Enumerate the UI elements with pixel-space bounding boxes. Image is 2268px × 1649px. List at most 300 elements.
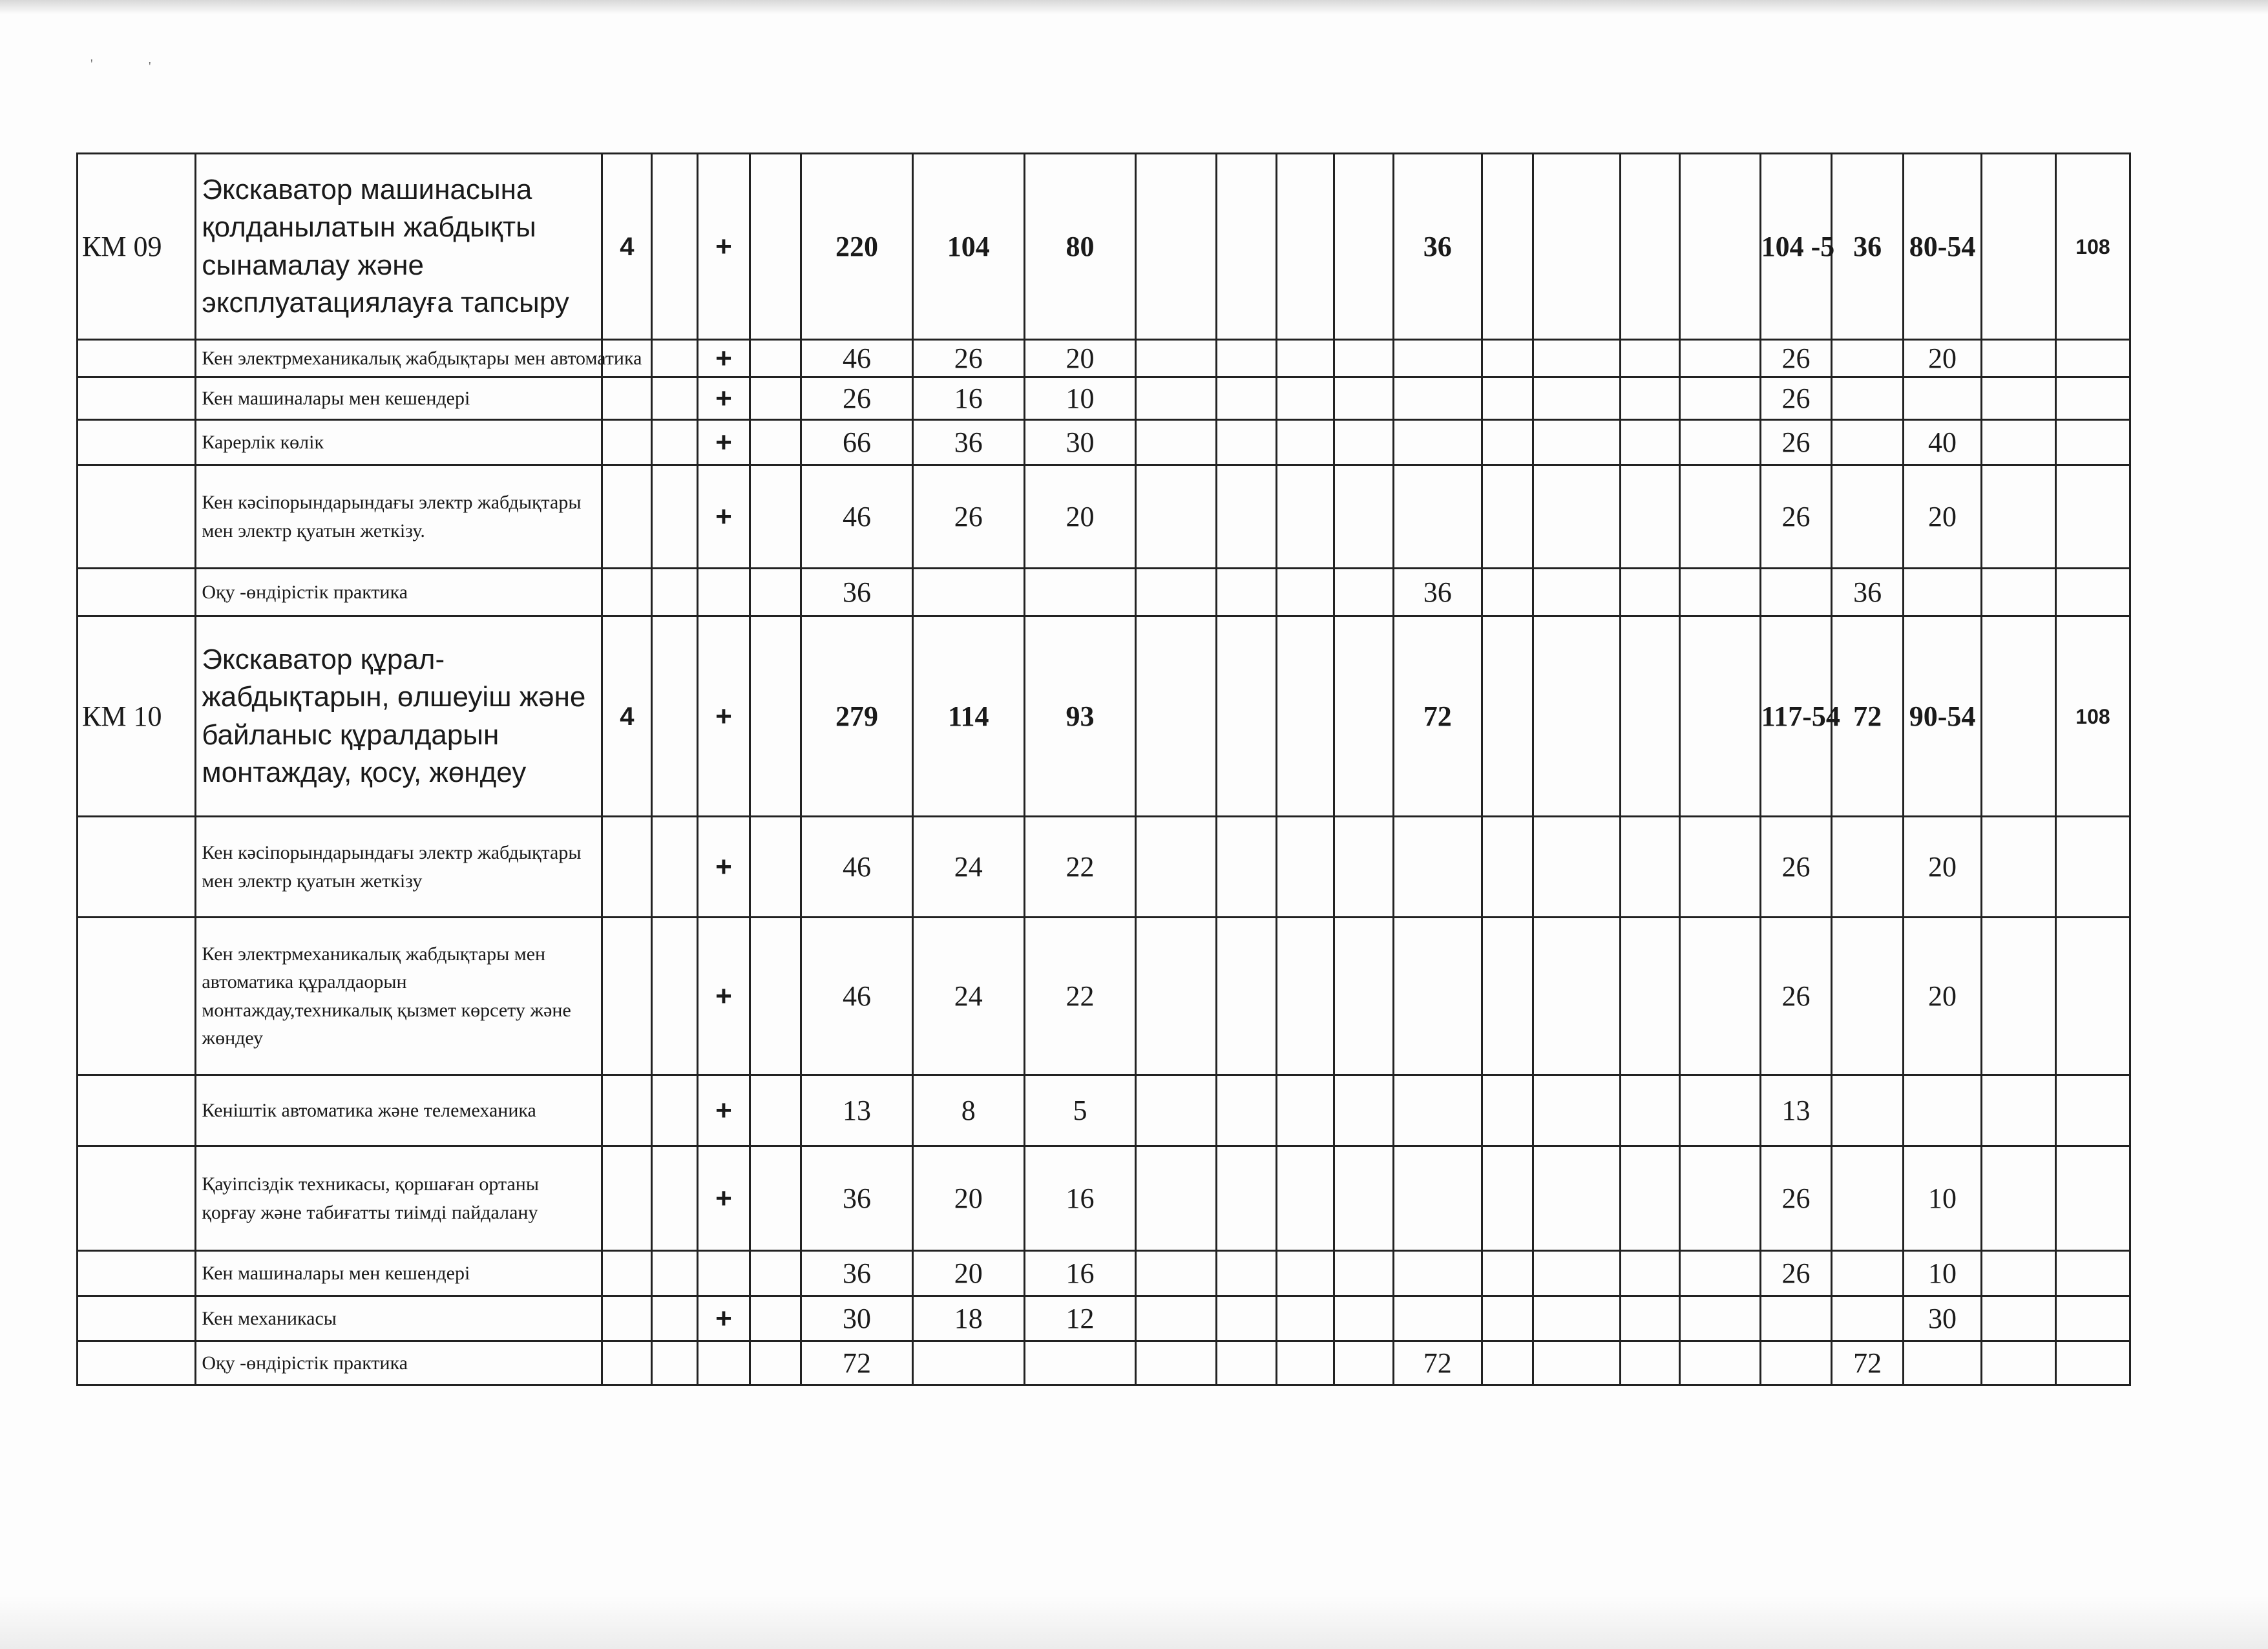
blank-cell — [1680, 1296, 1760, 1341]
blank-cell — [1533, 1341, 1620, 1385]
module-hours-cell: 108 — [2055, 616, 2130, 817]
blank-cell — [1136, 817, 1216, 918]
blank-cell — [1680, 340, 1760, 377]
blank-cell — [652, 340, 698, 377]
semester-theory-cell: 26 — [1760, 1251, 1832, 1296]
semester-lab-cell: 90-54 — [1903, 616, 1981, 817]
blank-cell — [1982, 1251, 2056, 1296]
name-cell: Кен электрмеханикалық жабдықтары мен автоматика — [196, 340, 602, 377]
blank-cell — [1276, 918, 1334, 1075]
blank-cell — [1620, 1341, 1680, 1385]
blank-cell — [1334, 1075, 1394, 1146]
blank-cell — [750, 1075, 801, 1146]
blank-cell — [1680, 918, 1760, 1075]
production-practice-cell — [1393, 918, 1482, 1075]
practice-hours-cell — [1024, 1341, 1136, 1385]
semester-practice-cell: 72 — [1832, 616, 1904, 817]
blank-cell — [1982, 340, 2056, 377]
blank-cell — [652, 154, 698, 340]
module-row — [78, 616, 2130, 817]
name-cell: Экскаватор құрал-жабдықтарын, өлшеуіш және байланыс құралдарын монтаждау, қосу, жөндеу — [196, 616, 602, 817]
theory-hours-cell: 20 — [912, 1251, 1024, 1296]
credits-cell — [602, 465, 652, 569]
blank-cell — [1216, 1341, 1276, 1385]
blank-cell — [652, 569, 698, 616]
module-code-cell — [78, 1296, 196, 1341]
semester-practice-cell: 72 — [1832, 1341, 1904, 1385]
blank-cell — [1216, 918, 1276, 1075]
exam-mark-cell: + — [697, 377, 750, 420]
blank-cell — [1482, 1146, 1533, 1251]
semester-lab-cell: 80-54 — [1903, 154, 1981, 340]
name-cell: Кен машиналары мен кешендері — [196, 377, 602, 420]
blank-cell — [1680, 616, 1760, 817]
semester-theory-cell: 13 — [1760, 1075, 1832, 1146]
theory-hours-cell: 104 — [912, 154, 1024, 340]
name-cell: Кен механикасы — [196, 1296, 602, 1341]
credits-cell — [602, 1341, 652, 1385]
semester-lab-cell: 20 — [1903, 918, 1981, 1075]
blank-cell — [1136, 1296, 1216, 1341]
blank-cell — [1680, 1341, 1760, 1385]
blank-cell — [652, 817, 698, 918]
blank-cell — [1334, 1251, 1394, 1296]
blank-cell — [750, 817, 801, 918]
practice-hours-cell: 16 — [1024, 1146, 1136, 1251]
blank-cell — [1216, 817, 1276, 918]
blank-cell — [652, 616, 698, 817]
semester-theory-cell — [1760, 1341, 1832, 1385]
blank-cell — [750, 1341, 801, 1385]
blank-cell — [1533, 377, 1620, 420]
semester-theory-cell — [1760, 569, 1832, 616]
module-code-cell: КМ 10 — [78, 616, 196, 817]
subject-row — [78, 1296, 2130, 1341]
credits-cell — [602, 1251, 652, 1296]
name-cell: Кеніштік автоматика және телемеханика — [196, 1075, 602, 1146]
subject-row — [78, 465, 2130, 569]
subject-row — [78, 340, 2130, 377]
total-hours-cell: 72 — [801, 1341, 913, 1385]
blank-cell — [1216, 1251, 1276, 1296]
blank-cell — [1276, 1251, 1334, 1296]
production-practice-cell — [1393, 1296, 1482, 1341]
semester-theory-cell — [1760, 1296, 1832, 1341]
blank-cell — [1533, 1075, 1620, 1146]
exam-mark-cell — [697, 1251, 750, 1296]
blank-cell — [750, 1296, 801, 1341]
semester-practice-cell — [1832, 1251, 1904, 1296]
credits-cell: 4 — [602, 616, 652, 817]
blank-cell — [1334, 817, 1394, 918]
blank-cell — [1216, 1296, 1276, 1341]
blank-cell — [1216, 616, 1276, 817]
module-hours-cell — [2055, 1251, 2130, 1296]
module-code-cell: КМ 09 — [78, 154, 196, 340]
name-cell: Кен кәсіпорындарындағы электр жабдықтары мен электр қуатын жеткізу — [196, 817, 602, 918]
blank-cell — [1216, 420, 1276, 465]
semester-practice-cell — [1832, 340, 1904, 377]
semester-theory-cell: 26 — [1760, 465, 1832, 569]
subject-row — [78, 1146, 2130, 1251]
blank-cell — [1533, 465, 1620, 569]
blank-cell — [750, 616, 801, 817]
blank-cell — [1334, 1296, 1394, 1341]
semester-lab-cell: 40 — [1903, 420, 1981, 465]
semester-lab-cell — [1903, 377, 1981, 420]
module-hours-cell — [2055, 1146, 2130, 1251]
blank-cell — [1620, 1251, 1680, 1296]
semester-theory-cell: 26 — [1760, 918, 1832, 1075]
exam-mark-cell: + — [697, 465, 750, 569]
blank-cell — [750, 420, 801, 465]
exam-mark-cell: + — [697, 340, 750, 377]
blank-cell — [1216, 340, 1276, 377]
semester-lab-cell: 10 — [1903, 1251, 1981, 1296]
semester-practice-cell — [1832, 377, 1904, 420]
subject-row — [78, 569, 2130, 616]
total-hours-cell: 36 — [801, 569, 913, 616]
total-hours-cell: 46 — [801, 817, 913, 918]
blank-cell — [1276, 1075, 1334, 1146]
blank-cell — [1680, 154, 1760, 340]
blank-cell — [1982, 918, 2056, 1075]
exam-mark-cell: + — [697, 1296, 750, 1341]
module-code-cell — [78, 340, 196, 377]
total-hours-cell: 36 — [801, 1146, 913, 1251]
theory-hours-cell — [912, 569, 1024, 616]
blank-cell — [1482, 1075, 1533, 1146]
blank-cell — [1482, 420, 1533, 465]
production-practice-cell — [1393, 465, 1482, 569]
module-code-cell — [78, 420, 196, 465]
module-code-cell — [78, 817, 196, 918]
blank-cell — [1620, 569, 1680, 616]
blank-cell — [1620, 1296, 1680, 1341]
exam-mark-cell: + — [697, 1075, 750, 1146]
blank-cell — [652, 1341, 698, 1385]
production-practice-cell: 72 — [1393, 616, 1482, 817]
theory-hours-cell: 20 — [912, 1146, 1024, 1251]
name-cell: Экскаватор машинасына қолданылатын жабдықты сынамалау және эксплуатациялауға тапсыру — [196, 154, 602, 340]
practice-hours-cell: 16 — [1024, 1251, 1136, 1296]
semester-practice-cell — [1832, 918, 1904, 1075]
subject-row — [78, 1251, 2130, 1296]
blank-cell — [1680, 817, 1760, 918]
blank-cell — [1982, 1341, 2056, 1385]
blank-cell — [1533, 1296, 1620, 1341]
blank-cell — [1982, 465, 2056, 569]
theory-hours-cell: 26 — [912, 465, 1024, 569]
blank-cell — [1680, 1146, 1760, 1251]
blank-cell — [1620, 465, 1680, 569]
module-hours-cell — [2055, 340, 2130, 377]
blank-cell — [1482, 569, 1533, 616]
blank-cell — [1136, 918, 1216, 1075]
name-cell: Кен электрмеханикалық жабдықтары мен автоматика құралдаорын монтаждау,техникалық қызмет көрсету және жөндеу — [196, 918, 602, 1075]
theory-hours-cell: 18 — [912, 1296, 1024, 1341]
blank-cell — [1334, 377, 1394, 420]
blank-cell — [652, 465, 698, 569]
blank-cell — [1276, 377, 1334, 420]
practice-hours-cell: 22 — [1024, 817, 1136, 918]
name-cell: Оқу -өндірістік практика — [196, 569, 602, 616]
module-row — [78, 154, 2130, 340]
exam-mark-cell: + — [697, 817, 750, 918]
blank-cell — [1136, 465, 1216, 569]
blank-cell — [1216, 154, 1276, 340]
semester-practice-cell — [1832, 817, 1904, 918]
total-hours-cell: 279 — [801, 616, 913, 817]
semester-theory-cell: 26 — [1760, 817, 1832, 918]
blank-cell — [1334, 1146, 1394, 1251]
blank-cell — [750, 569, 801, 616]
total-hours-cell: 46 — [801, 465, 913, 569]
blank-cell — [1136, 154, 1216, 340]
blank-cell — [1482, 918, 1533, 1075]
semester-theory-cell: 26 — [1760, 1146, 1832, 1251]
exam-mark-cell: + — [697, 154, 750, 340]
blank-cell — [1620, 340, 1680, 377]
blank-cell — [1216, 1146, 1276, 1251]
semester-lab-cell: 20 — [1903, 465, 1981, 569]
production-practice-cell — [1393, 817, 1482, 918]
semester-lab-cell: 20 — [1903, 817, 1981, 918]
blank-cell — [1982, 569, 2056, 616]
blank-cell — [1334, 340, 1394, 377]
blank-cell — [1620, 420, 1680, 465]
semester-lab-cell — [1903, 1075, 1981, 1146]
subject-row — [78, 420, 2130, 465]
name-cell: Кен машиналары мен кешендері — [196, 1251, 602, 1296]
production-practice-cell: 72 — [1393, 1341, 1482, 1385]
blank-cell — [1482, 1251, 1533, 1296]
blank-cell — [652, 1075, 698, 1146]
theory-hours-cell: 24 — [912, 918, 1024, 1075]
total-hours-cell: 66 — [801, 420, 913, 465]
exam-mark-cell: + — [697, 420, 750, 465]
blank-cell — [1982, 1075, 2056, 1146]
blank-cell — [750, 340, 801, 377]
blank-cell — [1680, 1075, 1760, 1146]
blank-cell — [1680, 1251, 1760, 1296]
blank-cell — [750, 154, 801, 340]
blank-cell — [1136, 1146, 1216, 1251]
blank-cell — [1276, 1341, 1334, 1385]
blank-cell — [1334, 918, 1394, 1075]
subject-row — [78, 918, 2130, 1075]
practice-hours-cell: 30 — [1024, 420, 1136, 465]
blank-cell — [1482, 465, 1533, 569]
production-practice-cell — [1393, 340, 1482, 377]
credits-cell — [602, 817, 652, 918]
blank-cell — [1533, 1251, 1620, 1296]
semester-practice-cell — [1832, 1075, 1904, 1146]
blank-cell — [1482, 340, 1533, 377]
blank-cell — [750, 465, 801, 569]
blank-cell — [1482, 1341, 1533, 1385]
production-practice-cell: 36 — [1393, 154, 1482, 340]
module-code-cell — [78, 1075, 196, 1146]
practice-hours-cell: 20 — [1024, 465, 1136, 569]
name-cell: Оқу -өндірістік практика — [196, 1341, 602, 1385]
practice-hours-cell: 12 — [1024, 1296, 1136, 1341]
blank-cell — [1136, 1251, 1216, 1296]
blank-cell — [652, 1296, 698, 1341]
blank-cell — [652, 1146, 698, 1251]
name-cell: Кен кәсіпорындарындағы электр жабдықтары мен электр қуатын жеткізу. — [196, 465, 602, 569]
semester-lab-cell: 30 — [1903, 1296, 1981, 1341]
module-hours-cell — [2055, 465, 2130, 569]
blank-cell — [1276, 1146, 1334, 1251]
exam-mark-cell: + — [697, 616, 750, 817]
blank-cell — [1276, 154, 1334, 340]
blank-cell — [1533, 154, 1620, 340]
scan-speck: ' — [90, 57, 93, 71]
blank-cell — [1334, 154, 1394, 340]
curriculum-table — [76, 152, 2131, 1386]
blank-cell — [1533, 817, 1620, 918]
blank-cell — [1620, 1146, 1680, 1251]
module-hours-cell — [2055, 1341, 2130, 1385]
production-practice-cell — [1393, 377, 1482, 420]
blank-cell — [1216, 465, 1276, 569]
blank-cell — [1982, 377, 2056, 420]
semester-theory-cell: 26 — [1760, 340, 1832, 377]
module-code-cell — [78, 1341, 196, 1385]
semester-practice-cell: 36 — [1832, 569, 1904, 616]
exam-mark-cell: + — [697, 1146, 750, 1251]
credits-cell — [602, 569, 652, 616]
theory-hours-cell — [912, 1341, 1024, 1385]
total-hours-cell: 46 — [801, 918, 913, 1075]
blank-cell — [1276, 817, 1334, 918]
total-hours-cell: 13 — [801, 1075, 913, 1146]
module-code-cell — [78, 569, 196, 616]
practice-hours-cell: 22 — [1024, 918, 1136, 1075]
blank-cell — [1136, 616, 1216, 817]
total-hours-cell: 46 — [801, 340, 913, 377]
name-cell: Карерлік көлік — [196, 420, 602, 465]
blank-cell — [750, 918, 801, 1075]
blank-cell — [1482, 377, 1533, 420]
blank-cell — [1216, 1075, 1276, 1146]
blank-cell — [1680, 377, 1760, 420]
scan-bottom-edge — [0, 1596, 2268, 1649]
production-practice-cell — [1393, 420, 1482, 465]
semester-practice-cell: 36 — [1832, 154, 1904, 340]
blank-cell — [1482, 817, 1533, 918]
module-hours-cell — [2055, 420, 2130, 465]
exam-mark-cell: + — [697, 918, 750, 1075]
blank-cell — [1533, 340, 1620, 377]
blank-cell — [1620, 154, 1680, 340]
module-hours-cell — [2055, 377, 2130, 420]
blank-cell — [1334, 1341, 1394, 1385]
blank-cell — [1276, 1296, 1334, 1341]
production-practice-cell — [1393, 1146, 1482, 1251]
module-code-cell — [78, 1146, 196, 1251]
blank-cell — [1136, 1341, 1216, 1385]
semester-practice-cell — [1832, 465, 1904, 569]
module-code-cell — [78, 377, 196, 420]
blank-cell — [1533, 918, 1620, 1075]
blank-cell — [1533, 1146, 1620, 1251]
semester-lab-cell — [1903, 569, 1981, 616]
semester-theory-cell: 104 -5 — [1760, 154, 1832, 340]
blank-cell — [1334, 616, 1394, 817]
blank-cell — [1533, 616, 1620, 817]
subject-row — [78, 817, 2130, 918]
blank-cell — [1982, 154, 2056, 340]
credits-cell — [602, 1146, 652, 1251]
practice-hours-cell: 10 — [1024, 377, 1136, 420]
practice-hours-cell: 5 — [1024, 1075, 1136, 1146]
credits-cell: 4 — [602, 154, 652, 340]
total-hours-cell: 26 — [801, 377, 913, 420]
semester-practice-cell — [1832, 420, 1904, 465]
blank-cell — [1216, 377, 1276, 420]
blank-cell — [1982, 817, 2056, 918]
blank-cell — [1482, 616, 1533, 817]
total-hours-cell: 30 — [801, 1296, 913, 1341]
module-code-cell — [78, 918, 196, 1075]
blank-cell — [1620, 1075, 1680, 1146]
production-practice-cell: 36 — [1393, 569, 1482, 616]
blank-cell — [652, 377, 698, 420]
module-code-cell — [78, 465, 196, 569]
blank-cell — [1136, 340, 1216, 377]
credits-cell — [602, 918, 652, 1075]
theory-hours-cell: 24 — [912, 817, 1024, 918]
semester-practice-cell — [1832, 1146, 1904, 1251]
total-hours-cell: 220 — [801, 154, 913, 340]
total-hours-cell: 36 — [801, 1251, 913, 1296]
module-hours-cell — [2055, 918, 2130, 1075]
exam-mark-cell — [697, 1341, 750, 1385]
scan-speck: ' — [149, 59, 151, 74]
blank-cell — [1334, 465, 1394, 569]
blank-cell — [1533, 420, 1620, 465]
module-hours-cell: 108 — [2055, 154, 2130, 340]
subject-row — [78, 1341, 2130, 1385]
module-code-cell — [78, 1251, 196, 1296]
module-hours-cell — [2055, 569, 2130, 616]
blank-cell — [1620, 918, 1680, 1075]
theory-hours-cell: 16 — [912, 377, 1024, 420]
blank-cell — [750, 1146, 801, 1251]
subject-row — [78, 377, 2130, 420]
production-practice-cell — [1393, 1075, 1482, 1146]
semester-theory-cell: 26 — [1760, 420, 1832, 465]
blank-cell — [1620, 817, 1680, 918]
blank-cell — [1982, 420, 2056, 465]
practice-hours-cell: 93 — [1024, 616, 1136, 817]
blank-cell — [1136, 420, 1216, 465]
blank-cell — [1136, 377, 1216, 420]
name-cell: Қауіпсіздік техникасы, қоршаған ортаны қорғау және табиғатты тиімді пайдалану — [196, 1146, 602, 1251]
blank-cell — [750, 377, 801, 420]
blank-cell — [1680, 420, 1760, 465]
semester-theory-cell: 26 — [1760, 377, 1832, 420]
theory-hours-cell: 114 — [912, 616, 1024, 817]
scan-top-edge — [0, 0, 2268, 14]
blank-cell — [1982, 616, 2056, 817]
blank-cell — [652, 918, 698, 1075]
blank-cell — [1216, 569, 1276, 616]
blank-cell — [1982, 1296, 2056, 1341]
blank-cell — [1982, 1146, 2056, 1251]
